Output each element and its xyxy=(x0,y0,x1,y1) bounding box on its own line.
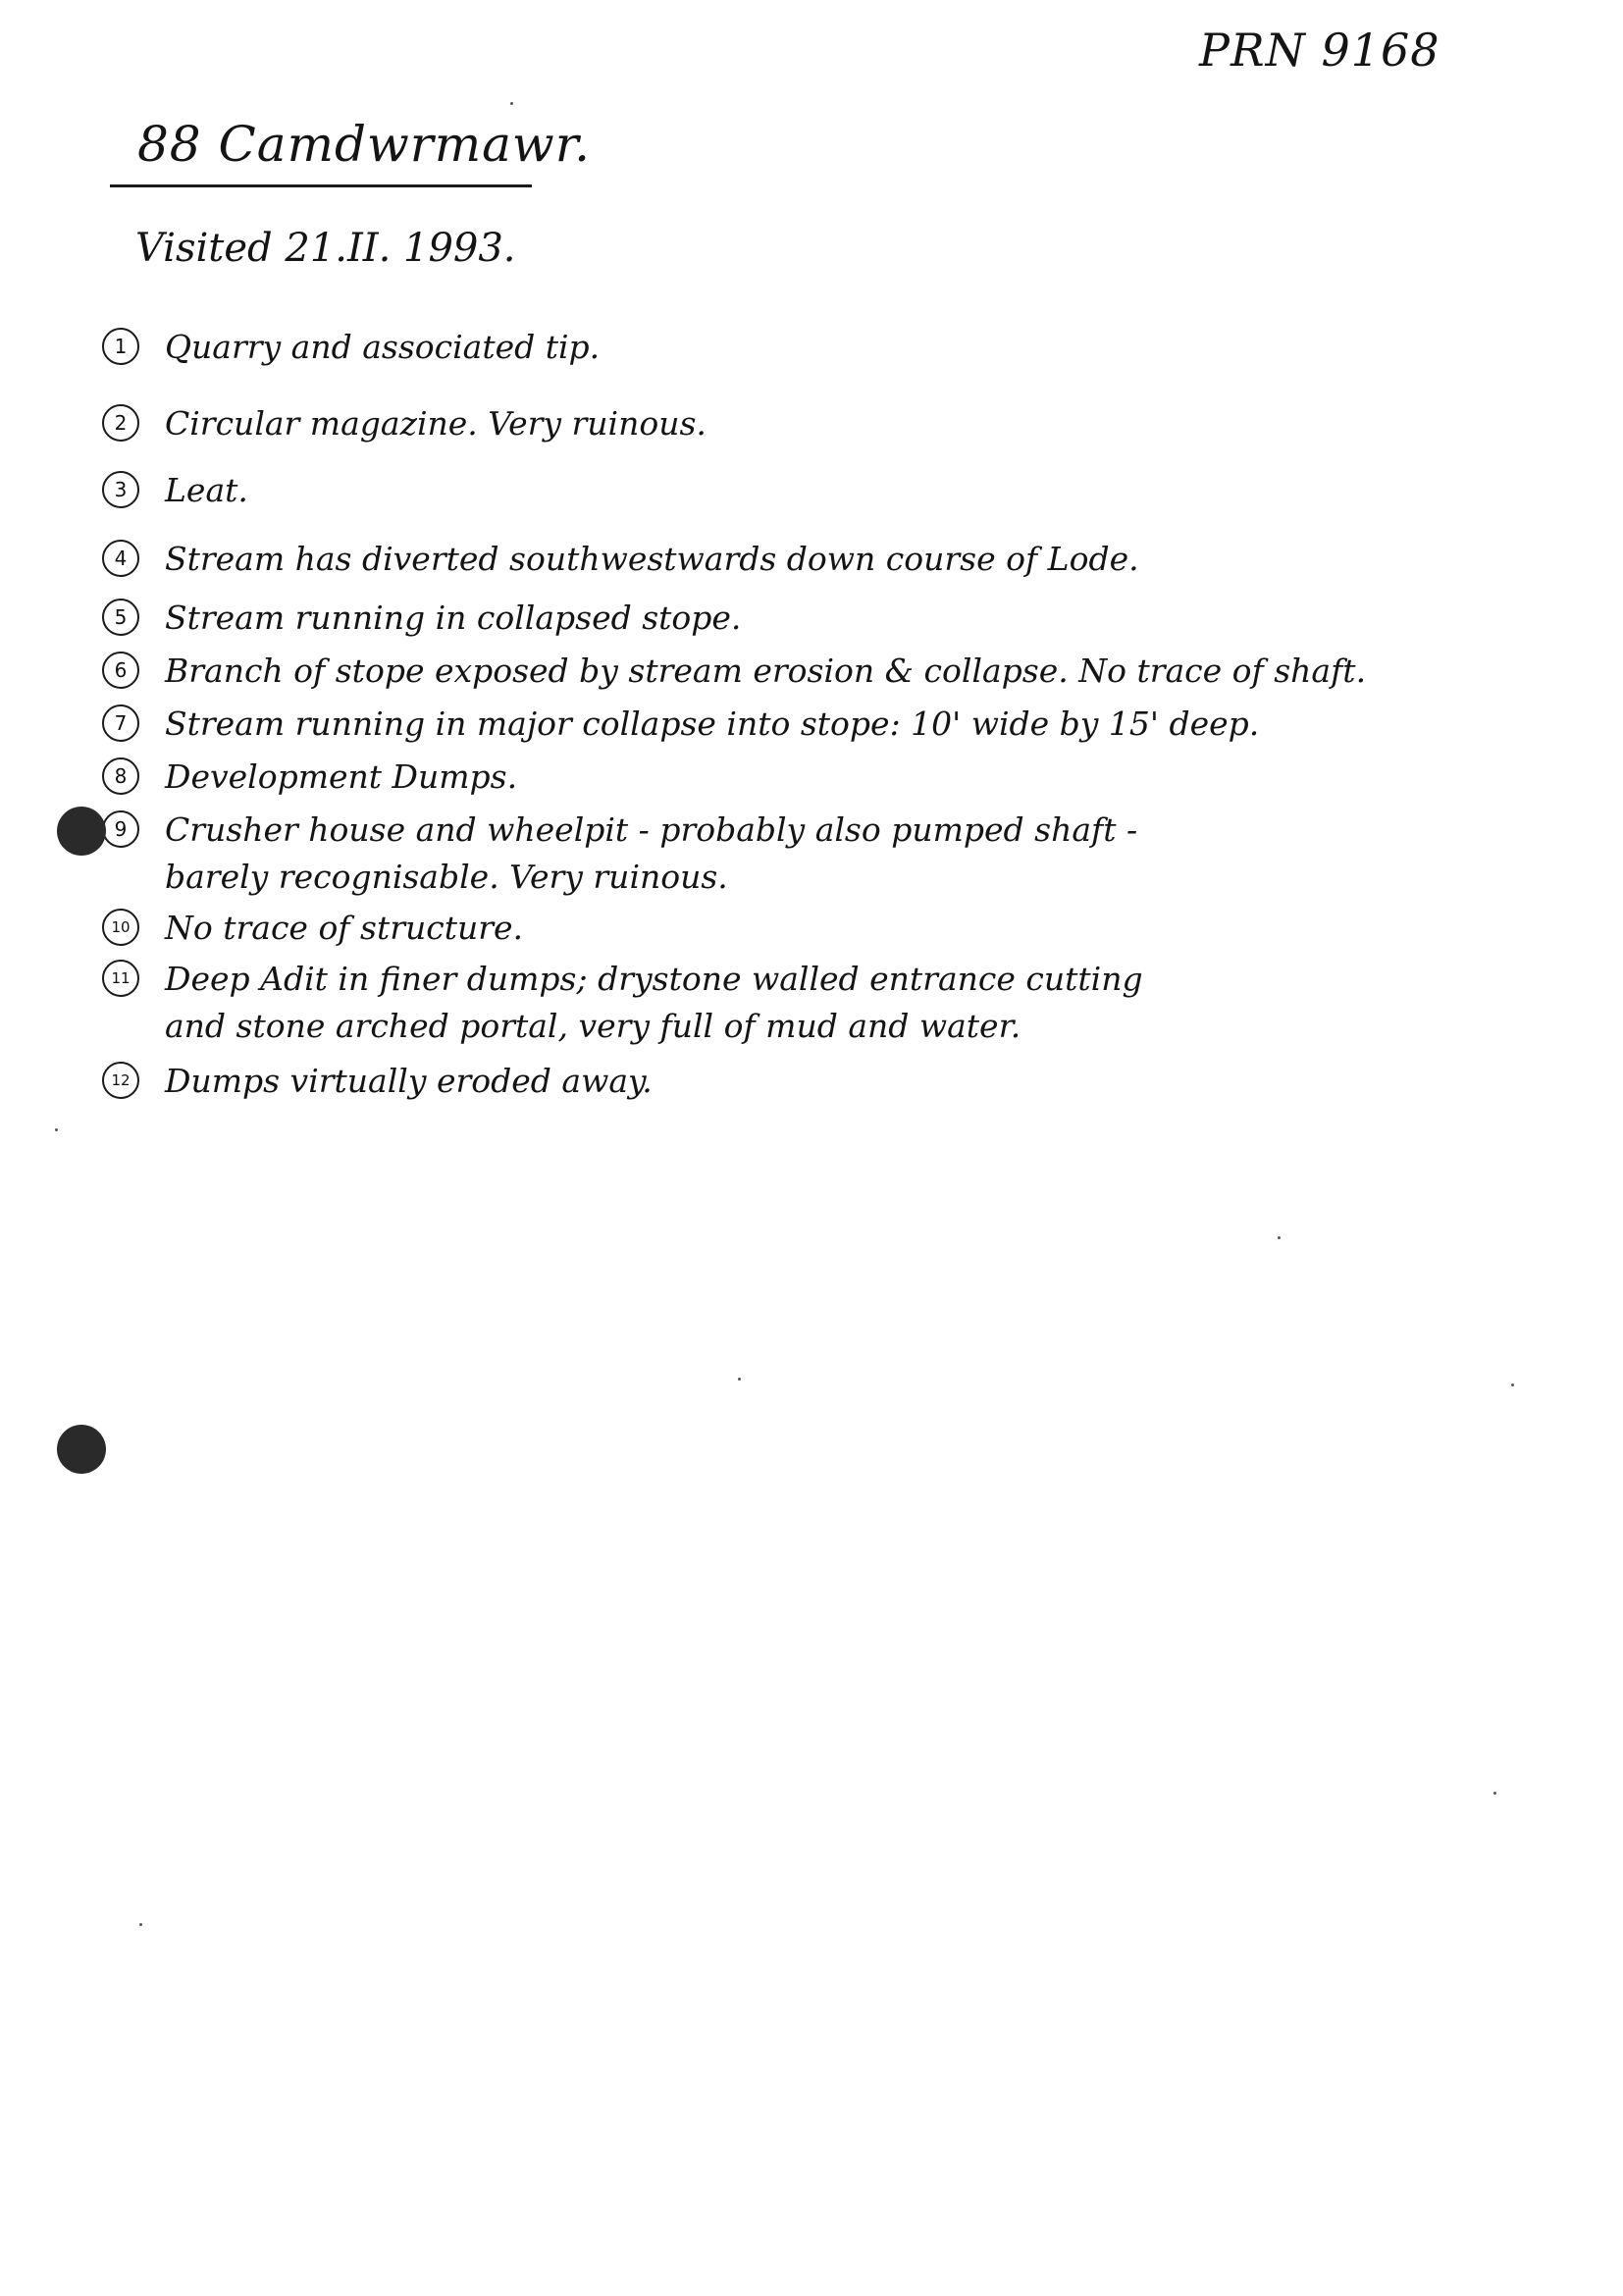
visited-date: Visited 21.II. 1993. xyxy=(135,226,516,271)
item-number: 8 xyxy=(102,757,139,795)
item-text: Dumps virtually eroded away. xyxy=(165,1062,653,1100)
item-text: Stream running in major collapse into stope: 10' wide by 15' deep. xyxy=(165,704,1260,743)
list-item xyxy=(102,905,1525,952)
item-text: Crusher house and wheelpit - probably also pumped shaft - barely recognisable. Very ruinous. xyxy=(165,810,1138,896)
title-underline xyxy=(110,184,532,187)
item-number: 9 xyxy=(102,810,139,848)
item-text: Quarry and associated tip. xyxy=(165,328,601,366)
item-number: 5 xyxy=(102,599,139,636)
item-number: 4 xyxy=(102,540,139,577)
paper-speck xyxy=(510,102,513,105)
punch-hole xyxy=(57,807,106,856)
list-item xyxy=(102,467,1525,514)
site-feature-list xyxy=(102,324,1525,1105)
paper-speck xyxy=(1511,1383,1514,1386)
list-item xyxy=(102,701,1525,748)
item-number: 3 xyxy=(102,471,139,508)
paper-speck xyxy=(55,1128,58,1131)
list-item xyxy=(102,807,1525,901)
item-text: Stream running in collapsed stope. xyxy=(165,599,742,637)
list-item xyxy=(102,595,1525,642)
list-item xyxy=(102,324,1525,371)
reference-number: PRN 9168 xyxy=(1199,24,1440,77)
item-number: 12 xyxy=(102,1062,139,1099)
punch-hole xyxy=(57,1425,106,1474)
paper-speck xyxy=(738,1378,741,1381)
list-item xyxy=(102,536,1525,583)
item-number: 6 xyxy=(102,652,139,689)
item-text: No trace of structure. xyxy=(165,909,524,947)
item-text: Development Dumps. xyxy=(165,757,518,796)
list-item xyxy=(102,754,1525,801)
paper-speck xyxy=(1493,1792,1496,1795)
item-number: 1 xyxy=(102,328,139,365)
item-text: Leat. xyxy=(165,471,248,509)
item-text: Stream has diverted southwestwards down course of Lode. xyxy=(165,540,1139,578)
paper-speck xyxy=(1278,1236,1281,1239)
item-text: Branch of stope exposed by stream erosion & collapse. No trace of shaft. xyxy=(165,652,1367,690)
page-title: 88 Camdwrmawr. xyxy=(137,116,592,173)
paper-speck xyxy=(139,1923,142,1926)
list-item xyxy=(102,1058,1525,1105)
item-number: 7 xyxy=(102,704,139,742)
list-item xyxy=(102,648,1525,695)
item-text: Circular magazine. Very ruinous. xyxy=(165,404,707,443)
list-item xyxy=(102,956,1525,1050)
item-text: Deep Adit in finer dumps; drystone walled entrance cutting and stone arched portal, very full of mud and water. xyxy=(165,960,1143,1045)
item-number: 2 xyxy=(102,404,139,442)
item-number: 11 xyxy=(102,960,139,997)
list-item xyxy=(102,400,1525,447)
item-number: 10 xyxy=(102,909,139,946)
